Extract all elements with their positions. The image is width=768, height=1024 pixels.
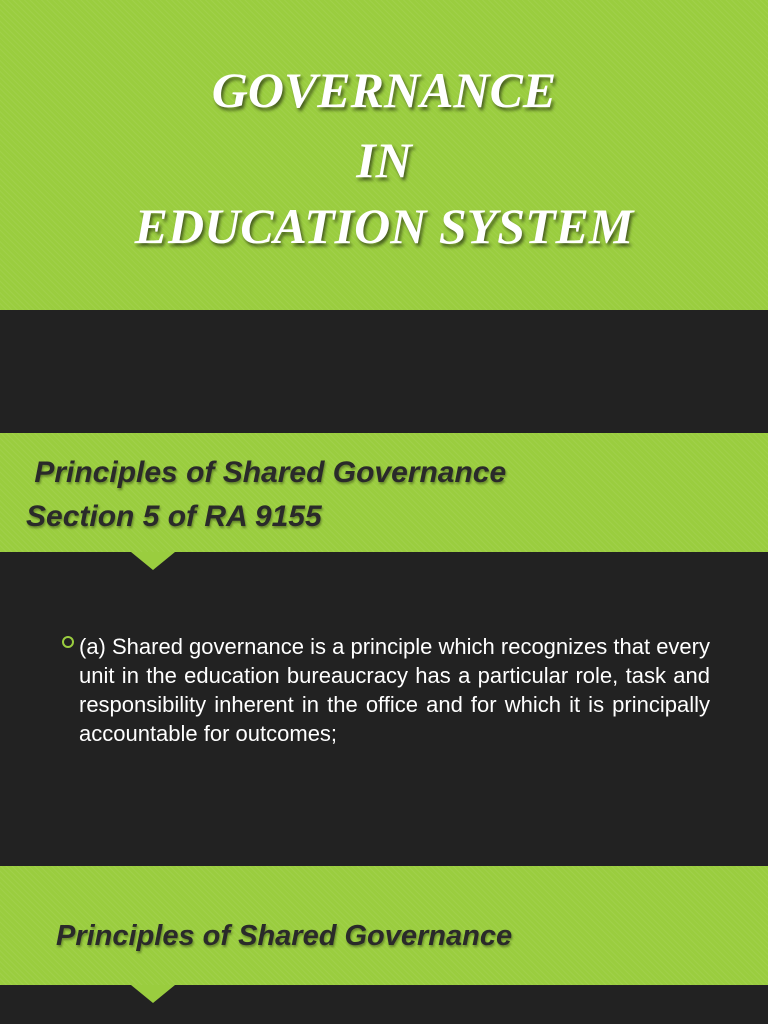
slide1-title-line-3: EDUCATION SYSTEM (134, 198, 634, 254)
slide3-title-band (0, 866, 768, 985)
circle-bullet-icon (62, 636, 74, 648)
slide2-title-line-2: Section 5 of RA 9155 (26, 500, 322, 533)
slide2-title-line-1: Principles of Shared Governance (26, 456, 507, 489)
slide3-title: Principles of Shared Governance (56, 920, 513, 952)
slide2-notch (131, 552, 175, 570)
slide2-bullet (62, 632, 710, 748)
slide3-notch (131, 985, 175, 1003)
slide1-title-line-1: GOVERNANCE (211, 62, 557, 118)
slide2-title-band (0, 433, 768, 552)
slide3-body (0, 985, 768, 1024)
slide1-title-line-2: IN (356, 132, 412, 188)
slide1-title-band (0, 0, 768, 310)
slide2-bullet-text: (a) Shared governance is a principle which recognizes that every unit in the education bureaucracy has a particular role, task and responsibility inherent in the office and for which it is principally accountable for outcomes; (79, 634, 710, 746)
slide1-body (0, 310, 768, 433)
